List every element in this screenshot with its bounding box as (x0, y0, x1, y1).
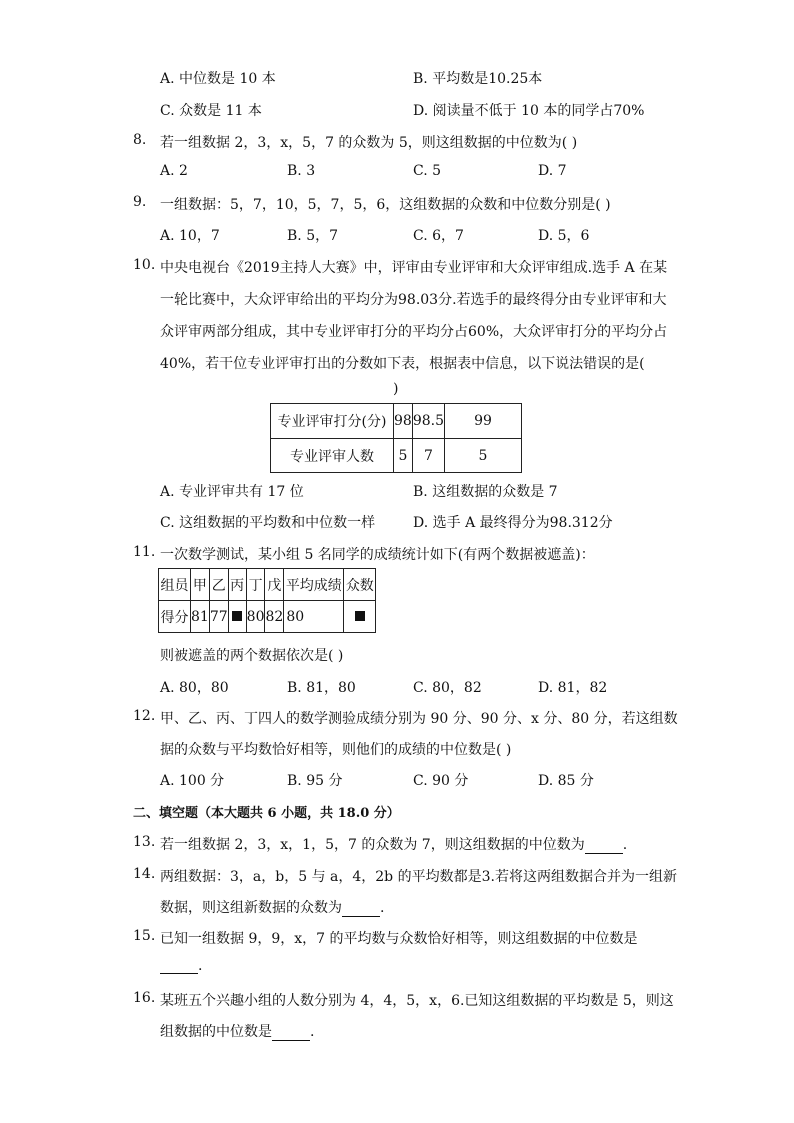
q10-table-header: 专业评审打分(分) (271, 404, 394, 439)
q10-option-d: D. 选手 A 最终得分为98.312分 (413, 515, 613, 531)
q10-line-3: 众评审两部分组成，其中专业评审打分的平均分占60%，大众评审打分的平均分占 (160, 324, 668, 340)
q8-option-d: D. 7 (538, 163, 567, 179)
q10-table-cell: 5 (394, 439, 413, 473)
q16-line-2: 组数据的中位数是 (160, 1024, 272, 1040)
q16-answer-blank[interactable] (272, 1026, 310, 1041)
q11-table-header: 丙 (228, 569, 246, 601)
q14-tail: . (380, 900, 385, 916)
q13-number: 13. (133, 834, 156, 850)
q11-hidden-cell (344, 601, 376, 633)
q11-table-cell: 82 (265, 601, 284, 633)
q10-table-header: 专业评审人数 (271, 439, 394, 473)
q14-line-1: 两组数据：3，a，b，5 与 a，4，2b 的平均数都是3.若将这两组数据合并为一组新 (160, 869, 677, 885)
q12-number: 12. (133, 708, 156, 724)
q11-option-c: C. 80，82 (413, 680, 482, 696)
q12-option-a: A. 100 分 (160, 773, 225, 789)
q9-option-a: A. 10，7 (160, 228, 220, 244)
q10-table-cell: 5 (445, 439, 522, 473)
q10-line-2: 一轮比赛中，大众评审给出的平均分为98.03分.若选手的最终得分由专业评审和大 (160, 292, 667, 308)
q14-number: 14. (133, 866, 156, 882)
q13-answer-blank[interactable] (585, 839, 623, 854)
q11-score-table (158, 568, 376, 633)
q7-option-b: B. 平均数是10.25本 (413, 71, 543, 87)
q14-line-2: 数据，则这组新数据的众数为 (160, 900, 342, 916)
q11-hidden-cell (228, 601, 246, 633)
q11-table-header: 组员 (159, 569, 191, 601)
q8-number: 8. (133, 132, 147, 148)
q12-option-b: B. 95 分 (287, 773, 343, 789)
q11-question: 则被遮盖的两个数据依次是( ) (160, 648, 344, 664)
covered-square-icon (355, 611, 365, 621)
q11-table-header: 戊 (265, 569, 284, 601)
q15-tail: . (198, 958, 203, 974)
q10-table-cell: 98 (394, 404, 413, 439)
q10-number: 10. (133, 257, 156, 273)
q7-option-c: C. 众数是 11 本 (160, 103, 262, 119)
q13-text-line (160, 834, 627, 854)
q7-option-d: D. 阅读量不低于 10 本的同学占70% (413, 103, 645, 119)
q15-text-line-2 (160, 958, 202, 974)
q10-line-5: ) (393, 381, 399, 397)
q11-text: 一次数学测试，某小组 5 名同学的成绩统计如下(有两个数据被遮盖)： (160, 547, 595, 563)
q9-option-b: B. 5，7 (287, 228, 339, 244)
q8-option-c: C. 5 (413, 163, 442, 179)
q10-line-1: 中央电视台《2019主持人大赛》中，评审由专业评审和大众评审组成.选手 A 在某 (160, 260, 668, 276)
q12-option-d: D. 85 分 (538, 773, 594, 789)
q10-option-c: C. 这组数据的平均数和中位数一样 (160, 515, 376, 531)
q11-table-cell: 80 (246, 601, 265, 633)
q10-line-4: 40%，若干位专业评审打出的分数如下表，根据表中信息，以下说法错误的是( (160, 356, 645, 372)
q14-answer-blank[interactable] (342, 902, 380, 917)
q11-table-cell: 77 (209, 601, 228, 633)
q10-table-cell: 98.5 (412, 404, 444, 439)
covered-square-icon (232, 611, 242, 621)
q15-line-1: 已知一组数据 9，9，x，7 的平均数与众数恰好相等，则这组数据的中位数是 (160, 931, 638, 947)
q11-number: 11. (133, 544, 156, 560)
q15-answer-blank[interactable] (160, 959, 198, 974)
q13-tail: . (622, 837, 628, 853)
q11-option-a: A. 80，80 (160, 680, 229, 696)
q10-table-cell: 99 (445, 404, 522, 439)
q12-option-c: C. 90 分 (413, 773, 469, 789)
q11-table-header: 众数 (344, 569, 376, 601)
q15-number: 15. (133, 928, 156, 944)
q12-line-2: 据的众数与平均数恰好相等，则他们的成绩的中位数是( ) (160, 742, 512, 758)
q11-table-header: 丁 (246, 569, 265, 601)
q13-text: 若一组数据 2，3，x，1，5，7 的众数为 7，则这组数据的中位数为 (160, 837, 585, 853)
q9-option-d: D. 5，6 (538, 228, 590, 244)
q7-option-a: A. 中位数是 10 本 (160, 71, 276, 87)
q9-number: 9. (133, 194, 147, 210)
q8-option-b: B. 3 (287, 163, 316, 179)
q16-number: 16. (133, 990, 156, 1006)
q11-option-d: D. 81，82 (538, 680, 608, 696)
q8-option-a: A. 2 (160, 163, 188, 179)
q16-line-1: 某班五个兴趣小组的人数分别为 4，4，5，x，6.已知这组数据的平均数是 5，则这 (160, 993, 674, 1009)
q12-line-1: 甲、乙、丙、丁四人的数学测验成绩分别为 90 分、90 分、x 分、80 分，若这组数 (160, 711, 678, 727)
q9-option-c: C. 6，7 (413, 228, 464, 244)
q11-option-b: B. 81，80 (287, 680, 356, 696)
q11-table-cell: 81 (191, 601, 210, 633)
q11-table-header: 乙 (209, 569, 228, 601)
q10-option-b: B. 这组数据的众数是 7 (413, 484, 558, 500)
q11-table-row-label: 得分 (159, 601, 191, 633)
q10-score-table (270, 403, 522, 473)
q10-table-cell: 7 (412, 439, 444, 473)
q11-table-header: 甲 (191, 569, 210, 601)
q10-option-a: A. 专业评审共有 17 位 (160, 484, 304, 500)
q9-text: 一组数据：5，7，10，5，7，5，6，这组数据的众数和中位数分别是( ) (160, 197, 611, 213)
q11-table-cell: 80 (284, 601, 344, 633)
section-heading-fill-in: 二、填空题（本大题共 6 小题，共 18.0 分） (133, 806, 400, 821)
q11-table-header: 平均成绩 (284, 569, 344, 601)
q16-tail: . (310, 1024, 315, 1040)
q16-text-line-2 (160, 1021, 314, 1041)
q14-text-line-2 (160, 897, 384, 917)
q8-text: 若一组数据 2，3，x，5，7 的众数为 5，则这组数据的中位数为( ) (160, 135, 578, 151)
